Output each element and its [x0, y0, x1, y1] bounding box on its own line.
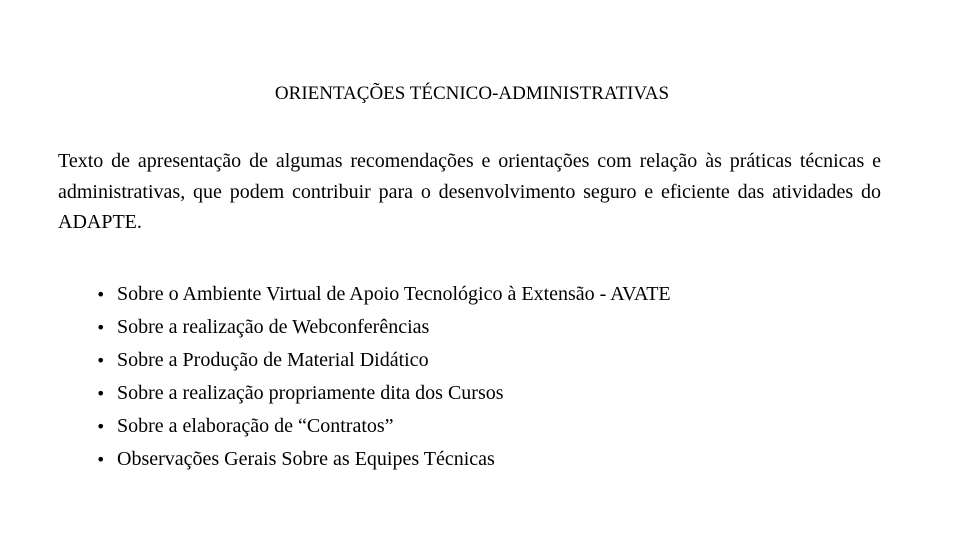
- list-item-text: Sobre a realização de Webconferências: [117, 316, 430, 338]
- bullet-icon: •: [96, 285, 106, 304]
- page-title: ORIENTAÇÕES TÉCNICO-ADMINISTRATIVAS: [274, 83, 670, 104]
- bullet-icon: •: [96, 384, 106, 403]
- list-item: [96, 443, 671, 476]
- bullet-icon: •: [96, 417, 106, 436]
- list-item: [96, 311, 671, 344]
- bullet-icon: •: [96, 450, 106, 469]
- list-item-text: Observações Gerais Sobre as Equipes Técnicas: [117, 448, 495, 470]
- list-item-text: Sobre o Ambiente Virtual de Apoio Tecnológico à Extensão - AVATE: [117, 283, 671, 305]
- list-item: [96, 278, 671, 311]
- list-item-text: Sobre a Produção de Material Didático: [117, 349, 429, 371]
- bullet-icon: •: [96, 318, 106, 337]
- list-item: [96, 377, 671, 410]
- topic-list: [96, 278, 671, 476]
- list-item-text: Sobre a elaboração de “Contratos”: [117, 415, 394, 437]
- list-item-text: Sobre a realização propriamente dita dos Cursos: [117, 382, 504, 404]
- intro-paragraph: Texto de apresentação de algumas recomendações e orientações com relação às práticas técnicas e administrativas, que podem contribuir para o desenvolvimento seguro e eficiente das atividades do ADAPTE.: [58, 150, 881, 233]
- bullet-icon: •: [96, 351, 106, 370]
- list-item: [96, 410, 671, 443]
- list-item: [96, 344, 671, 377]
